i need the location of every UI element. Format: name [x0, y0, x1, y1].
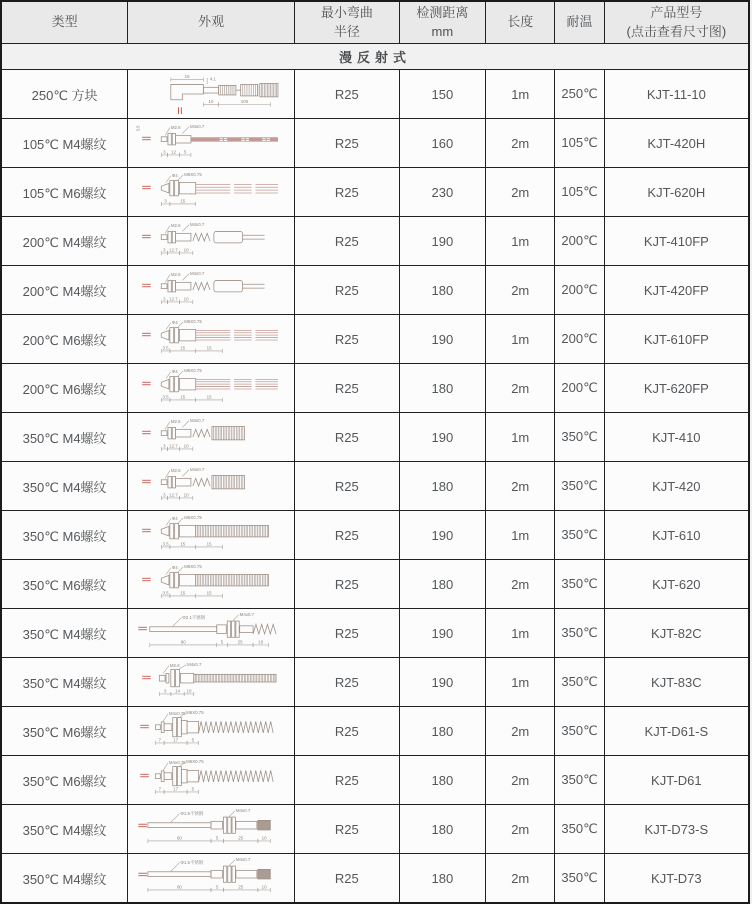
svg-text:M4x0.7: M4x0.7 [235, 807, 251, 813]
cell-appearance [128, 168, 295, 217]
svg-text:3.5: 3.5 [135, 125, 141, 132]
svg-text:3: 3 [163, 247, 166, 253]
table-row [1, 756, 749, 805]
cell-model[interactable]: KJT-11-10 [604, 70, 749, 119]
svg-text:3: 3 [163, 443, 166, 449]
svg-text:M4x0.75: M4x0.75 [169, 759, 186, 765]
table-row [1, 168, 749, 217]
table-row [1, 217, 749, 266]
col-header-distance [399, 1, 485, 44]
cell-temp: 350℃ [555, 609, 604, 658]
cell-bend-radius: R25 [295, 462, 400, 511]
svg-text:15: 15 [206, 345, 212, 351]
sensor-drawing [132, 660, 290, 704]
cell-bend-radius: R25 [295, 511, 400, 560]
col-header-type-line: 类型 [51, 14, 78, 30]
cell-temp: 105℃ [555, 168, 604, 217]
svg-text:M6X0.75: M6X0.75 [184, 171, 202, 177]
col-header-length [486, 1, 555, 44]
cell-temp: 350℃ [555, 413, 604, 462]
cell-appearance [128, 413, 295, 462]
cell-distance: 160 [399, 119, 485, 168]
svg-text:15: 15 [180, 394, 186, 400]
cell-distance: 180 [399, 707, 485, 756]
sensor-drawing [132, 268, 290, 312]
cell-model[interactable]: KJT-620 [604, 560, 749, 609]
cell-distance: 150 [399, 70, 485, 119]
cell-type: 350℃ M6螺纹 [1, 707, 128, 756]
sensor-drawing [132, 562, 290, 606]
cell-temp: 350℃ [555, 707, 604, 756]
sensor-drawing [132, 513, 290, 557]
table-row [1, 560, 749, 609]
cell-appearance [128, 364, 295, 413]
table-row [1, 707, 749, 756]
svg-text:12: 12 [171, 149, 177, 155]
svg-text:M4x0.7: M4x0.7 [190, 270, 205, 276]
svg-text:10: 10 [208, 98, 214, 104]
cell-appearance [128, 315, 295, 364]
col-header-length-line: 长度 [507, 14, 534, 30]
cell-length: 2m [486, 756, 555, 805]
cell-model[interactable]: KJT-D61 [604, 756, 749, 805]
svg-text:Φ2.1不锈钢: Φ2.1不锈钢 [182, 614, 206, 620]
cell-bend-radius: R25 [295, 168, 400, 217]
cell-length: 1m [486, 70, 555, 119]
cell-appearance [128, 756, 295, 805]
cell-appearance [128, 707, 295, 756]
cell-type: 200℃ M4螺纹 [1, 266, 128, 315]
svg-text:M4x0.7: M4x0.7 [187, 661, 202, 667]
cell-model[interactable]: KJT-420FP [604, 266, 749, 315]
cell-model[interactable]: KJT-610 [604, 511, 749, 560]
svg-text:7: 7 [158, 737, 162, 743]
svg-text:3.5: 3.5 [162, 394, 169, 400]
cell-bend-radius: R25 [295, 560, 400, 609]
cell-length: 1m [486, 217, 555, 266]
cell-distance: 190 [399, 413, 485, 462]
svg-text:25: 25 [238, 884, 244, 890]
cell-bend-radius: R25 [295, 854, 400, 904]
svg-text:M6X0.75: M6X0.75 [186, 758, 204, 764]
cell-type: 350℃ M6螺纹 [1, 756, 128, 805]
svg-text:3.5: 3.5 [162, 345, 169, 351]
svg-text:17: 17 [173, 786, 179, 792]
svg-text:14: 14 [175, 688, 181, 694]
svg-text:5: 5 [220, 639, 224, 645]
cell-bend-radius: R25 [295, 658, 400, 707]
sensor-drawing [132, 219, 290, 263]
table-row [1, 805, 749, 854]
sensor-drawing [132, 170, 290, 214]
cell-length: 2m [486, 560, 555, 609]
svg-text:15: 15 [180, 541, 186, 547]
cell-type: 350℃ M4螺纹 [1, 658, 128, 707]
svg-text:M4x0.7: M4x0.7 [190, 123, 205, 129]
cell-distance: 190 [399, 511, 485, 560]
col-header-appearance [128, 1, 295, 44]
cell-type: 250℃ 方块 [1, 70, 128, 119]
svg-text:3.5: 3.5 [162, 541, 169, 547]
svg-text:3: 3 [163, 688, 167, 694]
cell-temp: 200℃ [555, 266, 604, 315]
cell-length: 2m [486, 805, 555, 854]
cell-distance: 180 [399, 462, 485, 511]
cell-distance: 180 [399, 805, 485, 854]
cell-appearance [128, 119, 295, 168]
col-header-distance-line: mm [431, 23, 454, 39]
svg-text:3: 3 [164, 198, 167, 204]
svg-text:10: 10 [183, 296, 189, 302]
table-row [1, 315, 749, 364]
cell-length: 2m [486, 168, 555, 217]
svg-text:Φ1.5不锈钢: Φ1.5不锈钢 [180, 810, 204, 816]
cell-model[interactable]: KJT-420H [604, 119, 749, 168]
sensor-drawing [132, 611, 290, 655]
cell-length: 2m [486, 119, 555, 168]
cell-temp: 350℃ [555, 756, 604, 805]
col-header-type [1, 1, 128, 44]
cell-bend-radius: R25 [295, 609, 400, 658]
cell-appearance [128, 658, 295, 707]
svg-text:10: 10 [261, 835, 267, 841]
cell-bend-radius: R25 [295, 315, 400, 364]
svg-text:M4x0.7: M4x0.7 [190, 466, 205, 472]
cell-model[interactable]: KJT-410FP [604, 217, 749, 266]
cell-type: 200℃ M6螺纹 [1, 315, 128, 364]
svg-text:M6X0.75: M6X0.75 [186, 709, 204, 715]
svg-text:M4x0.7: M4x0.7 [235, 856, 251, 862]
svg-text:M6X0.75: M6X0.75 [184, 514, 202, 520]
sensor-drawing [132, 415, 290, 459]
cell-bend-radius: R25 [295, 413, 400, 462]
cell-type: 350℃ M4螺纹 [1, 805, 128, 854]
cell-bend-radius: R25 [295, 119, 400, 168]
svg-text:Φ4: Φ4 [171, 172, 178, 178]
svg-text:Φ1.5不锈钢: Φ1.5不锈钢 [180, 859, 204, 865]
col-header-model-line: (点击查看尺寸图) [626, 23, 727, 39]
svg-text:M2.6: M2.6 [170, 467, 181, 473]
sensor-drawing [132, 758, 290, 802]
svg-text:Φ4: Φ4 [171, 319, 178, 325]
cell-length: 1m [486, 609, 555, 658]
table-row [1, 511, 749, 560]
svg-text:Φ4: Φ4 [171, 515, 178, 521]
svg-text:60: 60 [177, 884, 182, 890]
table-row [1, 854, 749, 904]
cell-type: 105℃ M6螺纹 [1, 168, 128, 217]
svg-text:M2.6: M2.6 [169, 662, 180, 668]
table-row [1, 119, 749, 168]
cell-appearance [128, 805, 295, 854]
svg-text:25: 25 [238, 835, 244, 841]
col-header-appearance-line: 外观 [198, 14, 225, 30]
cell-appearance [128, 854, 295, 904]
cell-length: 2m [486, 364, 555, 413]
svg-text:15: 15 [206, 541, 212, 547]
col-header-model-line: 产品型号 [650, 4, 703, 20]
svg-text:3: 3 [163, 492, 166, 498]
table-row [1, 609, 749, 658]
cell-temp: 200℃ [555, 364, 604, 413]
svg-text:100: 100 [240, 98, 249, 104]
col-header-temp [555, 1, 604, 44]
cell-bend-radius: R25 [295, 707, 400, 756]
col-header-bend_radius [295, 1, 400, 44]
cell-distance: 190 [399, 315, 485, 364]
svg-text:10: 10 [261, 884, 267, 890]
cell-model[interactable]: KJT-D73 [604, 854, 749, 904]
cell-temp: 350℃ [555, 854, 604, 904]
cell-temp: 200℃ [555, 315, 604, 364]
col-header-distance-line: 检测距离 [416, 4, 469, 20]
sensor-drawing [132, 856, 290, 900]
cell-length: 2m [486, 462, 555, 511]
svg-text:3: 3 [163, 296, 166, 302]
svg-text:10: 10 [183, 492, 189, 498]
svg-text:3: 3 [163, 149, 166, 155]
cell-length: 2m [486, 854, 555, 904]
cell-bend-radius: R25 [295, 266, 400, 315]
cell-temp: 350℃ [555, 462, 604, 511]
svg-text:15: 15 [206, 590, 212, 596]
svg-text:5: 5 [191, 737, 195, 743]
svg-text:15: 15 [184, 74, 190, 80]
cell-bend-radius: R25 [295, 805, 400, 854]
cell-distance: 190 [399, 609, 485, 658]
cell-bend-radius: R25 [295, 364, 400, 413]
table-row [1, 658, 749, 707]
table-row [1, 364, 749, 413]
cell-type: 350℃ M6螺纹 [1, 511, 128, 560]
svg-text:60: 60 [177, 835, 182, 841]
cell-appearance [128, 266, 295, 315]
cell-length: 1m [486, 413, 555, 462]
svg-text:15: 15 [206, 394, 212, 400]
cell-length: 1m [486, 658, 555, 707]
col-header-bend_radius-line: 半径 [333, 23, 360, 39]
svg-text:15: 15 [180, 345, 186, 351]
table-row [1, 462, 749, 511]
cell-model[interactable]: KJT-420 [604, 462, 749, 511]
section-row [1, 44, 749, 70]
cell-length: 1m [486, 315, 555, 364]
table-header [1, 1, 749, 44]
svg-text:90: 90 [180, 639, 186, 645]
svg-text:5: 5 [216, 884, 219, 890]
table-row [1, 413, 749, 462]
table-row [1, 266, 749, 315]
cell-appearance [128, 609, 295, 658]
cell-appearance [128, 217, 295, 266]
cell-distance: 180 [399, 756, 485, 805]
sensor-drawing [132, 464, 290, 508]
cell-type: 350℃ M6螺纹 [1, 560, 128, 609]
cell-distance: 180 [399, 854, 485, 904]
cell-length: 2m [486, 707, 555, 756]
cell-model[interactable]: KJT-410 [604, 413, 749, 462]
section-title: 漫反射式 [1, 44, 749, 70]
cell-type: 350℃ M4螺纹 [1, 609, 128, 658]
svg-text:Φ4: Φ4 [171, 368, 178, 374]
svg-text:M6X0.75: M6X0.75 [184, 367, 202, 373]
svg-text:10: 10 [183, 443, 189, 449]
svg-text:Φ4: Φ4 [171, 564, 178, 570]
cell-distance: 180 [399, 364, 485, 413]
cell-temp: 250℃ [555, 70, 604, 119]
sensor-drawing [132, 366, 290, 410]
cell-distance: 180 [399, 266, 485, 315]
svg-text:4.1: 4.1 [209, 76, 217, 82]
svg-text:3.5: 3.5 [162, 590, 169, 596]
cell-appearance [128, 560, 295, 609]
svg-text:10: 10 [183, 247, 189, 253]
cell-distance: 180 [399, 560, 485, 609]
svg-text:7: 7 [158, 786, 162, 792]
cell-bend-radius: R25 [295, 756, 400, 805]
cell-type: 200℃ M4螺纹 [1, 217, 128, 266]
cell-temp: 200℃ [555, 217, 604, 266]
cell-distance: 190 [399, 658, 485, 707]
table-row [1, 70, 749, 119]
cell-type: 350℃ M4螺纹 [1, 854, 128, 904]
svg-text:M6X0.75: M6X0.75 [184, 563, 202, 569]
svg-text:12.7: 12.7 [169, 247, 178, 253]
cell-model[interactable]: KJT-82C [604, 609, 749, 658]
cell-model[interactable]: KJT-610FP [604, 315, 749, 364]
cell-model[interactable]: KJT-D61-S [604, 707, 749, 756]
cell-length: 2m [486, 266, 555, 315]
sensor-drawing [132, 121, 290, 165]
cell-bend-radius: R25 [295, 70, 400, 119]
svg-text:15: 15 [180, 198, 186, 204]
svg-text:M4x0.7: M4x0.7 [239, 611, 255, 617]
sensor-drawing [132, 807, 290, 851]
svg-text:M2.6: M2.6 [170, 271, 181, 277]
col-header-bend_radius-line: 最小弯曲 [320, 4, 373, 20]
svg-text:17: 17 [173, 737, 179, 743]
cell-type: 105℃ M4螺纹 [1, 119, 128, 168]
cell-temp: 350℃ [555, 658, 604, 707]
header-row [1, 1, 749, 44]
cell-temp: 350℃ [555, 560, 604, 609]
cell-model[interactable]: KJT-620FP [604, 364, 749, 413]
svg-text:M4x0.7: M4x0.7 [190, 221, 205, 227]
svg-text:12.7: 12.7 [169, 296, 178, 302]
cell-type: 350℃ M4螺纹 [1, 413, 128, 462]
svg-text:10: 10 [258, 639, 264, 645]
cell-appearance [128, 462, 295, 511]
svg-text:5: 5 [191, 786, 195, 792]
col-header-model [604, 1, 749, 44]
cell-distance: 190 [399, 217, 485, 266]
sensor-drawing [132, 709, 290, 753]
svg-text:12.7: 12.7 [169, 443, 178, 449]
svg-text:M4x0.75: M4x0.75 [169, 710, 186, 716]
svg-text:5: 5 [184, 149, 187, 155]
cell-model[interactable]: KJT-83C [604, 658, 749, 707]
svg-text:M4x0.7: M4x0.7 [190, 417, 205, 423]
cell-model[interactable]: KJT-620H [604, 168, 749, 217]
cell-temp: 350℃ [555, 511, 604, 560]
svg-text:12.7: 12.7 [169, 492, 178, 498]
cell-distance: 230 [399, 168, 485, 217]
svg-text:M2.6: M2.6 [170, 124, 181, 130]
svg-text:M2.6: M2.6 [170, 418, 181, 424]
cell-bend-radius: R25 [295, 217, 400, 266]
cell-temp: 350℃ [555, 805, 604, 854]
svg-text:M2.6: M2.6 [170, 222, 181, 228]
cell-type: 350℃ M4螺纹 [1, 462, 128, 511]
sensor-drawing [132, 317, 290, 361]
svg-text:M6X0.75: M6X0.75 [184, 318, 202, 324]
svg-text:15: 15 [180, 590, 186, 596]
cell-type: 200℃ M6螺纹 [1, 364, 128, 413]
cell-length: 1m [486, 511, 555, 560]
cell-temp: 105℃ [555, 119, 604, 168]
cell-appearance [128, 511, 295, 560]
svg-text:25: 25 [237, 639, 243, 645]
svg-text:10: 10 [186, 688, 192, 694]
svg-text:5: 5 [216, 835, 219, 841]
col-header-temp-line: 耐温 [566, 14, 593, 30]
cell-model[interactable]: KJT-D73-S [604, 805, 749, 854]
